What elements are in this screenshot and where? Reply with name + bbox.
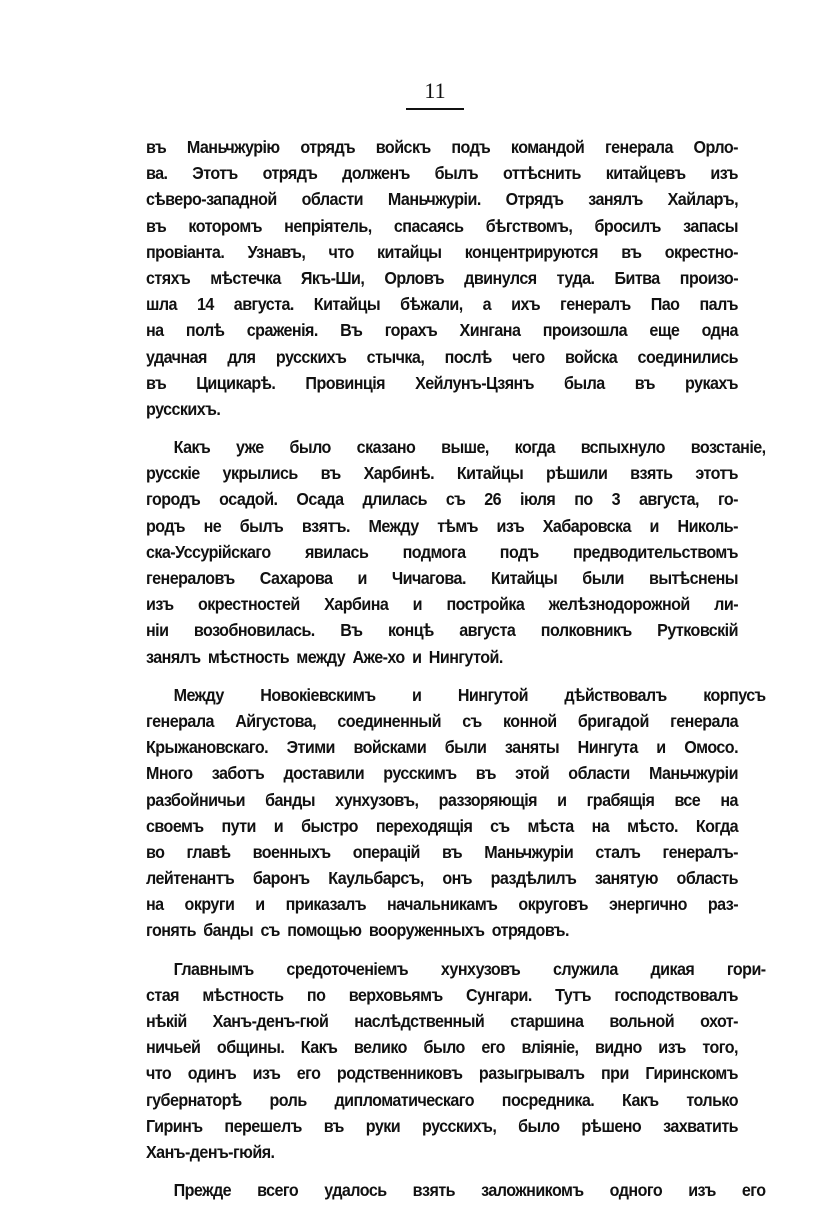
text-line: на округи и приказалъ начальникамъ округовъ энергично раз- — [146, 894, 739, 915]
text-line: на полѣ сраженія. Въ горахъ Хингана произошла еще одна — [146, 320, 738, 341]
text-line: Между Новокіевскимъ и Нингутой дѣйствовалъ корпусъ — [173, 684, 766, 705]
paragraph — [146, 134, 738, 422]
text-line: Главнымъ средоточеніемъ хунхузовъ служила дикая гори- — [173, 958, 766, 979]
text-line: русскіе укрылись въ Харбинѣ. Китайцы рѣшили взять этотъ — [146, 463, 738, 484]
text-line: генераловъ Сахарова и Чичагова. Китайцы были вытѣснены — [146, 568, 738, 588]
text-line: въ Маньчжурію отрядъ войскъ подъ командой генерала Орло- — [146, 137, 738, 157]
text-line: Прежде всего удалось взять заложникомъ одного изъ его — [173, 1180, 766, 1201]
text-line: во главѣ военныхъ операцій въ Маньчжуріи сталъ генералъ- — [146, 841, 738, 862]
text-line: Какъ уже было сказано выше, когда вспыхнуло возстаніе, — [173, 437, 766, 458]
text-line: ніи возобновилась. Въ концѣ августа полковникъ Рутковскій — [146, 620, 738, 641]
text-line: стяхъ мѣстечка Якъ-Ши, Орловъ двинулся туда. Битва произо- — [146, 267, 739, 288]
text-line: стая мѣстность по верховьямъ Сунгари. Тутъ господствовалъ — [146, 984, 738, 1005]
text-line: ва. Этотъ отрядъ долженъ былъ оттѣснить китайцевъ изъ — [146, 163, 738, 184]
text-line: своемъ пути и быстро переходящія съ мѣста на мѣсто. Когда — [146, 815, 739, 836]
paragraph — [146, 682, 766, 944]
paragraph — [146, 1177, 766, 1203]
text-line: занялъ мѣстность между Аже-хо и Нингутой. — [146, 646, 503, 667]
text-line: разбойничьи банды хунхузовъ, раззоряющія и грабящія все на — [146, 789, 738, 810]
text-line: лейтенантъ баронъ Каульбарсъ, онъ раздѣлилъ занятую область — [146, 868, 738, 889]
text-line: провіанта. Узнавъ, что китайцы концентрируются въ окрестно- — [146, 241, 738, 262]
body-text — [146, 134, 766, 1215]
text-line: Ханъ-денъ-гюйя. — [146, 1141, 275, 1162]
text-line: гонять банды съ помощью вооруженныхъ отрядовъ. — [146, 920, 569, 941]
paragraph — [146, 956, 766, 1166]
text-line: что одинъ изъ его родственниковъ разыгрывалъ при Гиринскомъ — [146, 1063, 738, 1084]
text-line: изъ окрестностей Харбина и постройка желѣзнодорожной ли- — [146, 594, 739, 615]
text-line: генерала Айгустова, соединенный съ конной бригадой генерала — [146, 710, 739, 731]
header-rule — [406, 108, 464, 110]
paragraph — [146, 434, 766, 670]
text-line: шла 14 августа. Китайцы бѣжали, а ихъ генералъ Пао палъ — [146, 294, 738, 315]
text-line: Крыжановскаго. Этими войсками были заняты Нингута и Омосо. — [146, 737, 739, 758]
page-number: 11 — [424, 78, 446, 103]
text-line: въ которомъ непріятель, спасаясь бѣгствомъ, бросилъ запасы — [146, 215, 738, 236]
text-line: ничьей общины. Какъ велико было его вліяніе, видно изъ того, — [146, 1037, 738, 1058]
text-line: Много заботъ доставили русскимъ въ этой области Маньчжуріи — [146, 763, 738, 784]
text-line: губернаторѣ роль дипломатическаго посредника. Какъ только — [146, 1089, 738, 1110]
text-line: въ Цицикарѣ. Провинція Хейлунъ-Цзянъ была въ рукахъ — [146, 372, 738, 393]
text-line: родъ не былъ взятъ. Между тѣмъ изъ Хабаровска и Николь- — [146, 515, 738, 536]
text-line: городъ осадой. Осада длилась съ 26 іюля по 3 августа, го- — [146, 489, 738, 510]
text-line: ска-Уссурійскаго явилась подмога подъ предводительствомъ — [146, 541, 738, 562]
text-line: Гиринъ перешелъ въ руки русскихъ, было рѣшено захватить — [146, 1115, 739, 1136]
text-line: удачная для русскихъ стычка, послѣ чего войска соединились — [146, 346, 738, 367]
text-line: сѣверо-западной области Маньчжуріи. Отрядъ занялъ Хайларъ, — [146, 189, 739, 210]
text-line: нѣкій Ханъ-денъ-гюй наслѣдственный старшина вольной охот- — [146, 1011, 738, 1031]
text-line: русскихъ. — [146, 398, 221, 419]
